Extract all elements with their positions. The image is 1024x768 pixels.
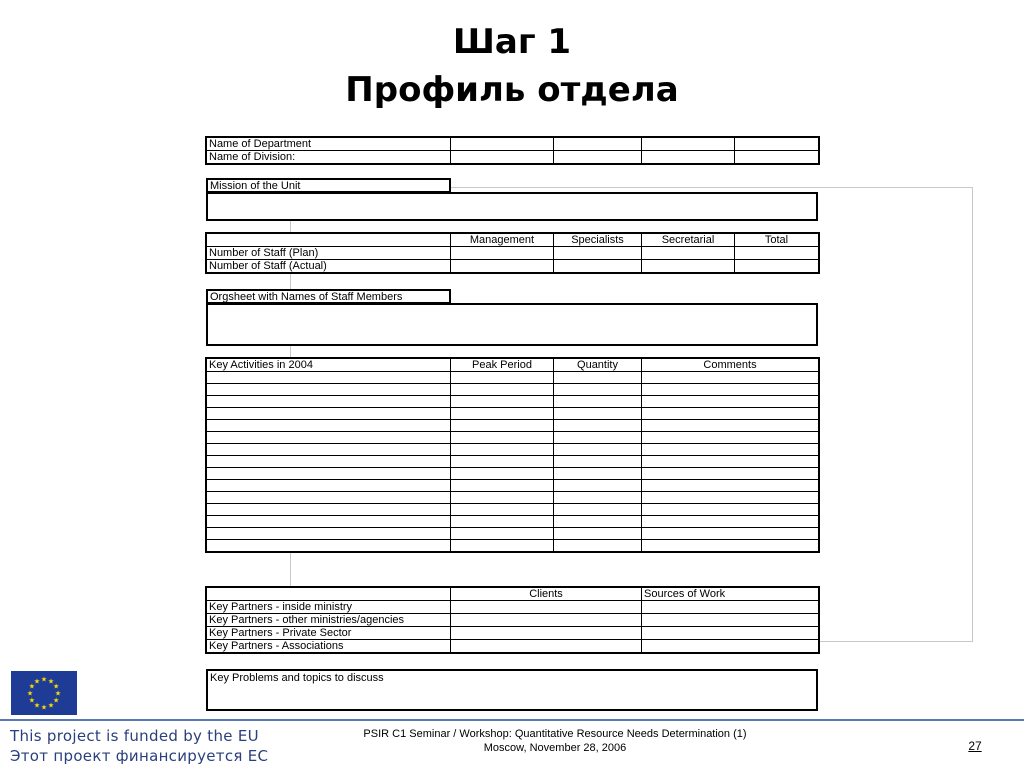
form-cell[interactable] [207, 372, 451, 384]
form-cell[interactable] [554, 432, 642, 444]
table-row [207, 456, 819, 468]
form-cell[interactable] [554, 492, 642, 504]
table-row [207, 480, 819, 492]
staff-plan-label: Number of Staff (Plan) [207, 247, 451, 260]
form-cell[interactable] [451, 504, 554, 516]
orgsheet-field[interactable] [206, 303, 818, 346]
eu-star-icon: ★ [33, 677, 41, 686]
eu-star-icon: ★ [28, 696, 36, 705]
form-cell[interactable] [642, 247, 735, 260]
form-cell[interactable] [451, 528, 554, 540]
form-cell[interactable] [642, 614, 819, 627]
form-cell[interactable] [554, 420, 642, 432]
form-cell[interactable] [451, 492, 554, 504]
eu-funding-text: This project is funded by the EU [10, 727, 259, 745]
table-row [207, 384, 819, 396]
eu-star-icon: ★ [40, 675, 48, 684]
table-row [207, 601, 819, 614]
table-row [207, 260, 819, 273]
form-cell[interactable] [735, 260, 819, 273]
form-cell[interactable] [451, 468, 554, 480]
mission-field[interactable] [206, 192, 818, 221]
staff-table [206, 233, 819, 273]
form-cell[interactable] [207, 444, 451, 456]
table-row [207, 640, 819, 653]
form-cell[interactable] [451, 260, 554, 273]
eu-star-icon: ★ [26, 689, 34, 698]
form-cell[interactable] [207, 492, 451, 504]
form-cell[interactable] [207, 432, 451, 444]
form-cell[interactable] [451, 138, 554, 151]
partners-row-label: Key Partners - other ministries/agencies [207, 614, 451, 627]
table-row [207, 492, 819, 504]
department-table [206, 137, 819, 164]
header-sources-of-work: Sources of Work [642, 588, 819, 601]
activities-table [206, 358, 819, 552]
eu-funding-text-ru: Этот проект финансируется ЕС [10, 747, 269, 765]
form-cell[interactable] [554, 444, 642, 456]
form-cell[interactable] [451, 444, 554, 456]
form-cell[interactable] [642, 432, 819, 444]
eu-star-icon: ★ [54, 689, 62, 698]
problems-field[interactable] [206, 669, 818, 711]
table-row [207, 396, 819, 408]
form-cell[interactable] [451, 640, 642, 653]
form-cell[interactable] [642, 408, 819, 420]
table-row [207, 528, 819, 540]
header-peak-period: Peak Period [451, 359, 554, 372]
form-cell[interactable] [207, 528, 451, 540]
form-cell[interactable] [642, 151, 735, 164]
form-cell[interactable] [642, 640, 819, 653]
seminar-date: Moscow, November 28, 2006 [483, 742, 627, 754]
form-cell[interactable] [735, 247, 819, 260]
division-name-label: Name of Division: [207, 151, 451, 164]
form-cell[interactable] [554, 372, 642, 384]
table-row [207, 138, 819, 151]
form-cell[interactable] [451, 432, 554, 444]
table-row [207, 151, 819, 164]
blank-corner [207, 234, 451, 247]
form-cell[interactable] [642, 444, 819, 456]
eu-star-icon: ★ [52, 696, 60, 705]
form-cell[interactable] [451, 627, 642, 640]
form-cell[interactable] [554, 260, 642, 273]
eu-flag-icon [11, 671, 77, 715]
form-cell[interactable] [554, 480, 642, 492]
form-cell[interactable] [642, 396, 819, 408]
form-cell[interactable] [451, 456, 554, 468]
table-row [207, 372, 819, 384]
form-cell[interactable] [642, 601, 819, 614]
form-cell[interactable] [207, 480, 451, 492]
form-cell[interactable] [642, 260, 735, 273]
form-cell[interactable] [554, 384, 642, 396]
eu-star-icon: ★ [52, 682, 60, 691]
form-cell[interactable] [451, 372, 554, 384]
form-cell[interactable] [554, 408, 642, 420]
table-row [207, 234, 819, 247]
form-cell[interactable] [554, 468, 642, 480]
eu-star-icon: ★ [47, 701, 55, 710]
form-cell[interactable] [207, 396, 451, 408]
form-cell[interactable] [642, 516, 819, 528]
header-total: Total [735, 234, 819, 247]
form-cell[interactable] [207, 420, 451, 432]
header-quantity: Quantity [554, 359, 642, 372]
slide-subtitle: Профиль отдела [345, 70, 679, 110]
partners-row-label: Key Partners - Private Sector [207, 627, 451, 640]
form-cell[interactable] [554, 151, 642, 164]
problems-label: Key Problems and topics to discuss [210, 672, 384, 684]
header-clients: Clients [451, 588, 642, 601]
form-cell[interactable] [451, 540, 554, 552]
form-cell[interactable] [207, 468, 451, 480]
page-number: 27 [968, 739, 982, 753]
form-cell[interactable] [451, 601, 642, 614]
form-cell[interactable] [207, 408, 451, 420]
staff-actual-label: Number of Staff (Actual) [207, 260, 451, 273]
form-cell[interactable] [735, 151, 819, 164]
table-row [207, 588, 819, 601]
form-cell[interactable] [207, 504, 451, 516]
slide-title: Шаг 1 [452, 22, 572, 62]
form-cell[interactable] [207, 516, 451, 528]
form-cell[interactable] [642, 138, 735, 151]
form-cell[interactable] [207, 384, 451, 396]
form-cell[interactable] [451, 420, 554, 432]
form-cell[interactable] [642, 456, 819, 468]
form-cell[interactable] [554, 528, 642, 540]
form-cell[interactable] [642, 468, 819, 480]
partners-table [206, 587, 819, 653]
form-cell[interactable] [554, 456, 642, 468]
form-cell[interactable] [451, 408, 554, 420]
table-row [207, 408, 819, 420]
form-cell[interactable] [451, 151, 554, 164]
table-row [207, 247, 819, 260]
form-cell[interactable] [451, 384, 554, 396]
header-key-activities: Key Activities in 2004 [207, 359, 451, 372]
table-row [207, 504, 819, 516]
eu-star-icon: ★ [40, 703, 48, 712]
form-cell[interactable] [554, 396, 642, 408]
form-cell[interactable] [451, 247, 554, 260]
table-row [207, 468, 819, 480]
form-cell[interactable] [554, 247, 642, 260]
form-cell[interactable] [451, 516, 554, 528]
form-cell[interactable] [554, 138, 642, 151]
table-row [207, 359, 819, 372]
table-row [207, 432, 819, 444]
orgsheet-label: Orgsheet with Names of Staff Members [206, 289, 451, 304]
form-cell[interactable] [554, 504, 642, 516]
seminar-title: PSIR C1 Seminar / Workshop: Quantitative Resource Needs Determination (1) [363, 728, 747, 740]
table-row [207, 516, 819, 528]
form-cell[interactable] [642, 372, 819, 384]
form-cell[interactable] [642, 480, 819, 492]
blank-corner [207, 588, 451, 601]
header-secretarial: Secretarial [642, 234, 735, 247]
table-row [207, 420, 819, 432]
form-cell[interactable] [642, 492, 819, 504]
form-cell[interactable] [642, 420, 819, 432]
form-cell[interactable] [451, 614, 642, 627]
form-cell[interactable] [642, 540, 819, 552]
form-cell[interactable] [735, 138, 819, 151]
form-cell[interactable] [642, 627, 819, 640]
form-cell[interactable] [554, 540, 642, 552]
eu-star-icon: ★ [28, 682, 36, 691]
table-row [207, 444, 819, 456]
form-cell[interactable] [451, 480, 554, 492]
header-management: Management [451, 234, 554, 247]
form-cell[interactable] [554, 516, 642, 528]
form-cell[interactable] [207, 540, 451, 552]
table-row [207, 614, 819, 627]
form-cell[interactable] [642, 504, 819, 516]
mission-label: Mission of the Unit [206, 178, 451, 193]
eu-star-icon: ★ [33, 701, 41, 710]
department-name-label: Name of Department [207, 138, 451, 151]
partners-row-label: Key Partners - inside ministry [207, 601, 451, 614]
form-cell[interactable] [642, 384, 819, 396]
footer-divider [0, 719, 1024, 721]
header-specialists: Specialists [554, 234, 642, 247]
partners-row-label: Key Partners - Associations [207, 640, 451, 653]
header-comments: Comments [642, 359, 819, 372]
table-row [207, 627, 819, 640]
eu-star-icon: ★ [47, 677, 55, 686]
form-cell[interactable] [207, 456, 451, 468]
form-cell[interactable] [642, 528, 819, 540]
table-row [207, 540, 819, 552]
form-cell[interactable] [451, 396, 554, 408]
